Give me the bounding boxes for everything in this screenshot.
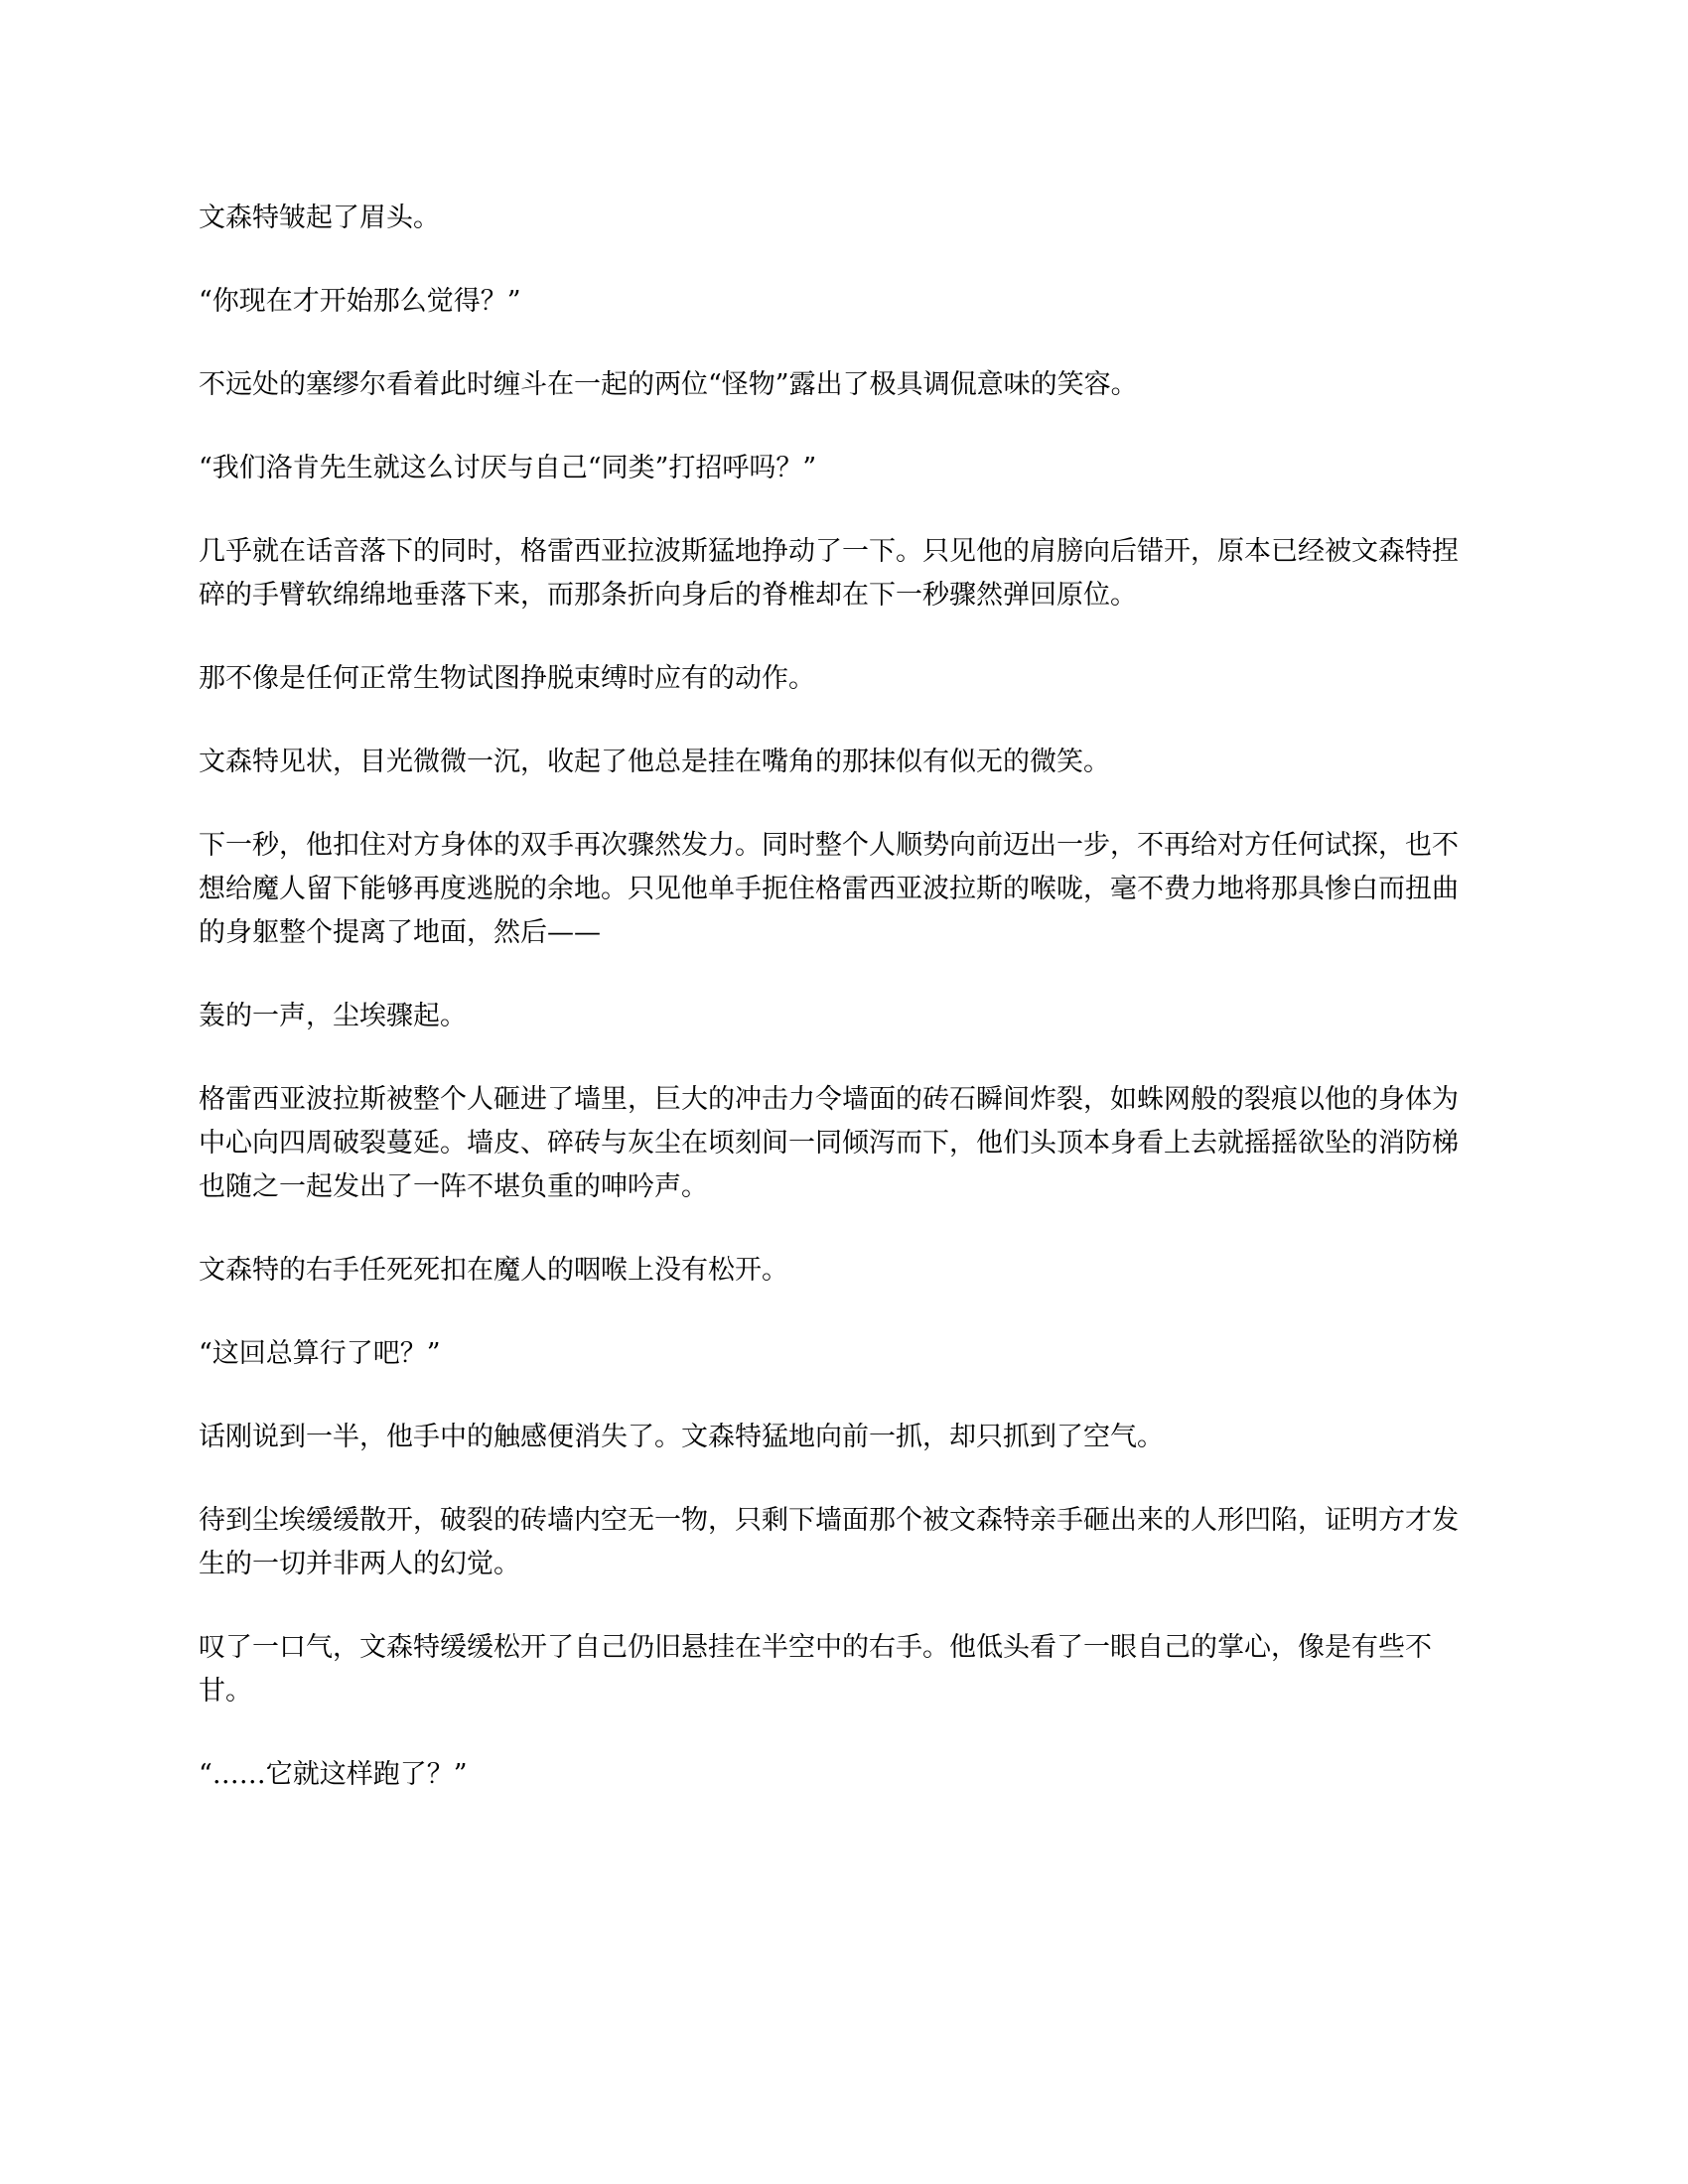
paragraph-1: 文森特皱起了眉头。 [199,203,440,233]
paragraph-7: 文森特见状，目光微微一沉，收起了他总是挂在嘴角的那抹似有似无的微笑。 [199,747,1110,777]
paragraph-6: 那不像是任何正常生物试图挣脱束缚时应有的动作。 [199,663,815,694]
paragraph-11: 文森特的右手任死死扣在魔人的咽喉上没有松开。 [199,1255,788,1286]
paragraph-12: “这回总算行了吧？” [199,1338,441,1369]
document-body [199,197,1472,1797]
paragraph-8: 下一秒，他扣住对方身体的双手再次骤然发力。同时整个人顺势向前迈出一步，不再给对方任何试探，也不想给魔人留下能够再度逃脱的余地。只见他单手扼住格雷西亚波拉斯的喉咙，毫不费力地将那具惨白而扭曲的身躯整个提离了地面，然后—— [199,830,1459,948]
paragraph-5: 几乎就在话音落下的同时，格雷西亚拉波斯猛地挣动了一下。只见他的肩膀向后错开，原本已经被文森特捏碎的手臂软绵绵地垂落下来，而那条折向身后的脊椎却在下一秒骤然弹回原位。 [199,536,1459,611]
paragraph-15: 叹了一口气，文森特缓缓松开了自己仍旧悬挂在半空中的右手。他低头看了一眼自己的掌心，像是有些不甘。 [199,1632,1432,1706]
paragraph-3: 不远处的塞缪尔看着此时缠斗在一起的两位“怪物”露出了极具调侃意味的笑容。 [199,369,1138,400]
paragraph-13: 话刚说到一半，他手中的触感便消失了。文森特猛地向前一抓，却只抓到了空气。 [199,1422,1164,1452]
paragraph-10: 格雷西亚波拉斯被整个人砸进了墙里，巨大的冲击力令墙面的砖石瞬间炸裂，如蛛网般的裂痕以他的身体为中心向四周破裂蔓延。墙皮、碎砖与灰尘在顷刻间一同倾泻而下，他们头顶本身看上去就摇摇欲坠的消防梯也随之一起发出了一阵不堪负重的呻吟声。 [199,1084,1459,1202]
paragraph-16: “……它就这样跑了？” [199,1759,468,1790]
paragraph-14: 待到尘埃缓缓散开，破裂的砖墙内空无一物，只剩下墙面那个被文森特亲手砸出来的人形凹陷，证明方才发生的一切并非两人的幻觉。 [199,1505,1459,1579]
paragraph-2: “你现在才开始那么觉得？” [199,286,521,317]
paragraph-9: 轰的一声，尘埃骤起。 [199,1001,467,1031]
paragraph-4: “我们洛肯先生就这么讨厌与自己“同类”打招呼吗？” [199,453,817,483]
